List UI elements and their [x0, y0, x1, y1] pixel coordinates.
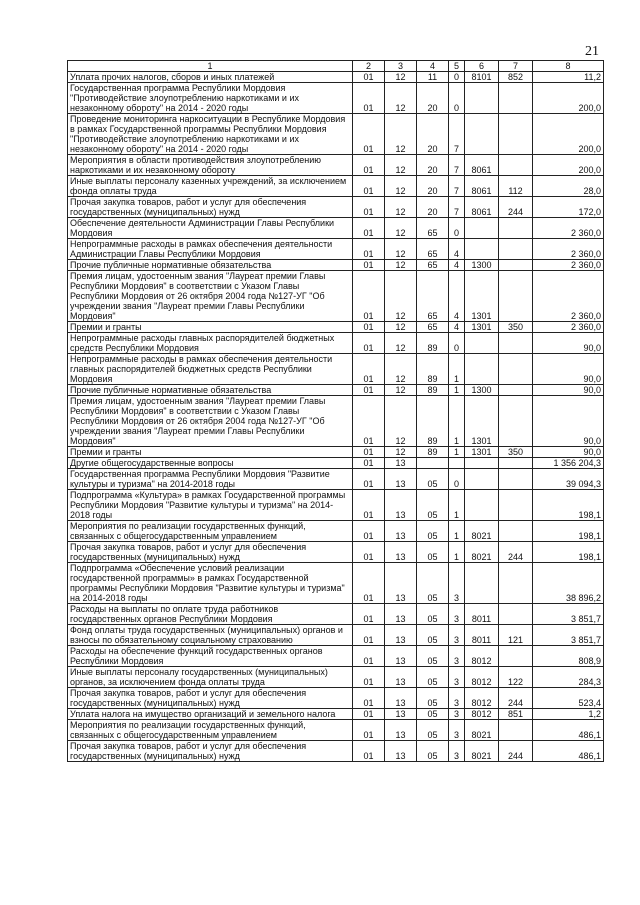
subprogram-code-cell: 0 — [449, 469, 465, 490]
direction-code-cell — [465, 83, 499, 114]
direction-code-cell — [465, 563, 499, 604]
expense-type-cell — [499, 490, 533, 521]
subprogram-code-cell: 4 — [449, 271, 465, 322]
subsection-code-cell: 12 — [385, 83, 417, 114]
direction-code-cell: 1300 — [465, 385, 499, 396]
direction-code-cell — [465, 354, 499, 385]
expense-type-cell — [499, 385, 533, 396]
subsection-code-cell: 12 — [385, 239, 417, 260]
amount-cell: 2 360,0 — [533, 218, 604, 239]
subsection-code-cell: 13 — [385, 563, 417, 604]
subprogram-code-cell: 4 — [449, 239, 465, 260]
section-code-cell: 01 — [353, 646, 385, 667]
item-name-cell: Расходы на выплаты по оплате труда работников государственных органов Республики Мордовия — [68, 604, 353, 625]
program-code-cell: 89 — [417, 385, 449, 396]
amount-cell: 1 356 204,3 — [533, 458, 604, 469]
subprogram-code-cell: 3 — [449, 563, 465, 604]
program-code-cell: 05 — [417, 469, 449, 490]
subprogram-code-cell: 1 — [449, 490, 465, 521]
subsection-code-cell: 12 — [385, 396, 417, 447]
item-name-cell: Прочая закупка товаров, работ и услуг для обеспечения государственных (муниципальных) нужд — [68, 542, 353, 563]
header-cell: 7 — [499, 61, 533, 72]
direction-code-cell: 8061 — [465, 197, 499, 218]
expense-type-cell: 852 — [499, 72, 533, 83]
program-code-cell: 11 — [417, 72, 449, 83]
program-code-cell: 65 — [417, 239, 449, 260]
expense-type-cell — [499, 354, 533, 385]
subprogram-code-cell: 3 — [449, 604, 465, 625]
subsection-code-cell: 12 — [385, 176, 417, 197]
amount-cell: 90,0 — [533, 396, 604, 447]
section-code-cell: 01 — [353, 72, 385, 83]
subprogram-code-cell: 3 — [449, 625, 465, 646]
table-row — [68, 260, 604, 271]
amount-cell: 523,4 — [533, 688, 604, 709]
direction-code-cell: 8011 — [465, 625, 499, 646]
subprogram-code-cell: 3 — [449, 646, 465, 667]
expense-type-cell — [499, 521, 533, 542]
subsection-code-cell: 12 — [385, 72, 417, 83]
subsection-code-cell: 12 — [385, 447, 417, 458]
item-name-cell: Прочая закупка товаров, работ и услуг для обеспечения государственных (муниципальных) нужд — [68, 688, 353, 709]
direction-code-cell: 8012 — [465, 646, 499, 667]
program-code-cell: 89 — [417, 447, 449, 458]
subsection-code-cell: 13 — [385, 688, 417, 709]
section-code-cell: 01 — [353, 239, 385, 260]
section-code-cell: 01 — [353, 625, 385, 646]
subprogram-code-cell: 3 — [449, 720, 465, 741]
amount-cell: 90,0 — [533, 447, 604, 458]
expense-type-cell — [499, 333, 533, 354]
section-code-cell: 01 — [353, 741, 385, 762]
section-code-cell: 01 — [353, 667, 385, 688]
program-code-cell: 05 — [417, 688, 449, 709]
table-row — [68, 72, 604, 83]
table-row — [68, 396, 604, 447]
expense-type-cell — [499, 396, 533, 447]
table-row — [68, 333, 604, 354]
direction-code-cell: 1301 — [465, 447, 499, 458]
expense-type-cell — [499, 114, 533, 155]
subprogram-code-cell: 0 — [449, 72, 465, 83]
item-name-cell: Проведение мониторинга наркоситуации в Республике Мордовия в рамках Государственной программы Республики Мордовия "Противодействие злоупотреблению наркотиками и их незаконному обороту" на 2014 - 2020 годы — [68, 114, 353, 155]
program-code-cell: 05 — [417, 563, 449, 604]
table-row — [68, 709, 604, 720]
expense-type-cell: 244 — [499, 197, 533, 218]
section-code-cell: 01 — [353, 197, 385, 218]
direction-code-cell: 8061 — [465, 176, 499, 197]
direction-code-cell — [465, 218, 499, 239]
subprogram-code-cell: 3 — [449, 709, 465, 720]
section-code-cell: 01 — [353, 688, 385, 709]
section-code-cell: 01 — [353, 563, 385, 604]
subsection-code-cell: 13 — [385, 521, 417, 542]
subsection-code-cell: 13 — [385, 646, 417, 667]
subsection-code-cell: 13 — [385, 458, 417, 469]
section-code-cell: 01 — [353, 354, 385, 385]
table-row — [68, 155, 604, 176]
subprogram-code-cell: 0 — [449, 333, 465, 354]
section-code-cell: 01 — [353, 396, 385, 447]
table-row — [68, 688, 604, 709]
subprogram-code-cell: 1 — [449, 521, 465, 542]
page-number: 21 — [585, 44, 599, 59]
expense-type-cell — [499, 260, 533, 271]
header-cell: 5 — [449, 61, 465, 72]
subprogram-code-cell: 3 — [449, 667, 465, 688]
amount-cell: 1,2 — [533, 709, 604, 720]
table-row — [68, 385, 604, 396]
subsection-code-cell: 13 — [385, 709, 417, 720]
subprogram-code-cell: 3 — [449, 688, 465, 709]
amount-cell: 90,0 — [533, 385, 604, 396]
header-cell: 2 — [353, 61, 385, 72]
program-code-cell: 05 — [417, 646, 449, 667]
header-cell: 3 — [385, 61, 417, 72]
item-name-cell: Прочие публичные нормативные обязательства — [68, 260, 353, 271]
section-code-cell: 01 — [353, 114, 385, 155]
expense-type-cell — [499, 83, 533, 114]
program-code-cell: 20 — [417, 197, 449, 218]
direction-code-cell — [465, 458, 499, 469]
amount-cell: 284,3 — [533, 667, 604, 688]
program-code-cell: 20 — [417, 83, 449, 114]
direction-code-cell: 8101 — [465, 72, 499, 83]
amount-cell: 3 851,7 — [533, 604, 604, 625]
expense-type-cell: 244 — [499, 741, 533, 762]
section-code-cell: 01 — [353, 458, 385, 469]
table-row — [68, 469, 604, 490]
subsection-code-cell: 12 — [385, 385, 417, 396]
program-code-cell: 20 — [417, 155, 449, 176]
amount-cell: 200,0 — [533, 114, 604, 155]
subprogram-code-cell: 1 — [449, 385, 465, 396]
subsection-code-cell: 12 — [385, 218, 417, 239]
item-name-cell: Иные выплаты персоналу казенных учреждений, за исключением фонда оплаты труда — [68, 176, 353, 197]
section-code-cell: 01 — [353, 490, 385, 521]
item-name-cell: Другие общегосударственные вопросы — [68, 458, 353, 469]
direction-code-cell — [465, 333, 499, 354]
table-row — [68, 271, 604, 322]
subprogram-code-cell: 1 — [449, 354, 465, 385]
item-name-cell: Прочая закупка товаров, работ и услуг для обеспечения государственных (муниципальных) нужд — [68, 741, 353, 762]
program-code-cell: 65 — [417, 271, 449, 322]
program-code-cell: 65 — [417, 260, 449, 271]
section-code-cell: 01 — [353, 521, 385, 542]
direction-code-cell — [465, 114, 499, 155]
subprogram-code-cell: 7 — [449, 155, 465, 176]
item-name-cell: Премии и гранты — [68, 322, 353, 333]
program-code-cell: 05 — [417, 625, 449, 646]
amount-cell: 486,1 — [533, 720, 604, 741]
subprogram-code-cell: 1 — [449, 542, 465, 563]
expense-type-cell: 244 — [499, 542, 533, 563]
item-name-cell: Премия лицам, удостоенным звания "Лауреат премии Главы Республики Мордовия" в соответствии с Указом Главы Республики Мордовия от 26 октября 2004 года №127-УГ "Об учреждении звания "Лауреат премии Главы Республики Мордовия" — [68, 271, 353, 322]
section-code-cell: 01 — [353, 83, 385, 114]
amount-cell: 2 360,0 — [533, 239, 604, 260]
amount-cell: 90,0 — [533, 354, 604, 385]
table-row — [68, 447, 604, 458]
expense-type-cell: 350 — [499, 447, 533, 458]
program-code-cell: 89 — [417, 396, 449, 447]
section-code-cell: 01 — [353, 385, 385, 396]
direction-code-cell: 1301 — [465, 271, 499, 322]
table-row — [68, 542, 604, 563]
item-name-cell: Премия лицам, удостоенным звания "Лауреат премии Главы Республики Мордовия" в соответствии с Указом Главы Республики Мордовия от 26 октября 2004 года №127-УГ "Об учреждении звания "Лауреат премии Главы Республики Мордовия" — [68, 396, 353, 447]
section-code-cell: 01 — [353, 333, 385, 354]
expense-type-cell: 244 — [499, 688, 533, 709]
amount-cell: 172,0 — [533, 197, 604, 218]
amount-cell: 39 094,3 — [533, 469, 604, 490]
section-code-cell: 01 — [353, 720, 385, 741]
item-name-cell: Государственная программа Республики Мордовия "Развитие культуры и туризма" на 2014-2018 годы — [68, 469, 353, 490]
table-row — [68, 521, 604, 542]
expense-type-cell: 851 — [499, 709, 533, 720]
table-row — [68, 646, 604, 667]
subsection-code-cell: 13 — [385, 490, 417, 521]
subprogram-code-cell: 7 — [449, 114, 465, 155]
amount-cell: 200,0 — [533, 155, 604, 176]
program-code-cell: 65 — [417, 218, 449, 239]
expense-type-cell — [499, 239, 533, 260]
expense-type-cell: 122 — [499, 667, 533, 688]
amount-cell: 486,1 — [533, 741, 604, 762]
item-name-cell: Уплата налога на имущество организаций и земельного налога — [68, 709, 353, 720]
item-name-cell: Прочие публичные нормативные обязательства — [68, 385, 353, 396]
program-code-cell: 89 — [417, 333, 449, 354]
amount-cell: 2 360,0 — [533, 322, 604, 333]
direction-code-cell: 8021 — [465, 720, 499, 741]
table-row — [68, 604, 604, 625]
subprogram-code-cell: 4 — [449, 322, 465, 333]
subsection-code-cell: 12 — [385, 354, 417, 385]
amount-cell: 11,2 — [533, 72, 604, 83]
direction-code-cell: 8012 — [465, 688, 499, 709]
item-name-cell: Подпрограмма «Обеспечение условий реализации государственной программы» в рамках Государственной программы Республики Мордовия "Развитие культуры и туризма" на 2014-2018 годы — [68, 563, 353, 604]
expense-type-cell — [499, 563, 533, 604]
subsection-code-cell: 13 — [385, 604, 417, 625]
section-code-cell: 01 — [353, 176, 385, 197]
table-row — [68, 563, 604, 604]
subsection-code-cell: 12 — [385, 114, 417, 155]
header-row — [68, 61, 604, 72]
subsection-code-cell: 12 — [385, 333, 417, 354]
expense-type-cell — [499, 646, 533, 667]
table-row — [68, 83, 604, 114]
direction-code-cell: 8021 — [465, 521, 499, 542]
amount-cell: 198,1 — [533, 521, 604, 542]
section-code-cell: 01 — [353, 260, 385, 271]
section-code-cell: 01 — [353, 447, 385, 458]
section-code-cell: 01 — [353, 271, 385, 322]
amount-cell: 2 360,0 — [533, 260, 604, 271]
expense-type-cell — [499, 218, 533, 239]
section-code-cell: 01 — [353, 218, 385, 239]
program-code-cell: 89 — [417, 354, 449, 385]
header-cell: 6 — [465, 61, 499, 72]
expense-type-cell: 121 — [499, 625, 533, 646]
direction-code-cell: 1301 — [465, 396, 499, 447]
program-code-cell: 05 — [417, 667, 449, 688]
item-name-cell: Подпрограмма «Культура» в рамках Государственной программы Республики Мордовия "Развитие культуры и туризма" на 2014-2018 годы — [68, 490, 353, 521]
direction-code-cell — [465, 469, 499, 490]
item-name-cell: Мероприятия по реализации государственных функций, связанных с общегосударственным управлением — [68, 720, 353, 741]
direction-code-cell: 1300 — [465, 260, 499, 271]
table-row — [68, 490, 604, 521]
amount-cell: 28,0 — [533, 176, 604, 197]
table-row — [68, 218, 604, 239]
amount-cell: 2 360,0 — [533, 271, 604, 322]
subprogram-code-cell — [449, 458, 465, 469]
subsection-code-cell: 13 — [385, 667, 417, 688]
subprogram-code-cell: 1 — [449, 447, 465, 458]
table-row — [68, 458, 604, 469]
subsection-code-cell: 12 — [385, 271, 417, 322]
header-cell: 1 — [68, 61, 353, 72]
subprogram-code-cell: 0 — [449, 83, 465, 114]
item-name-cell: Прочая закупка товаров, работ и услуг для обеспечения государственных (муниципальных) нужд — [68, 197, 353, 218]
item-name-cell: Фонд оплаты труда государственных (муниципальных) органов и взносы по обязательному социальному страхованию — [68, 625, 353, 646]
section-code-cell: 01 — [353, 604, 385, 625]
amount-cell: 198,1 — [533, 542, 604, 563]
amount-cell: 198,1 — [533, 490, 604, 521]
table-row — [68, 667, 604, 688]
item-name-cell: Непрограммные расходы в рамках обеспечения деятельности главных распорядителей бюджетных средств Республики Мордовия — [68, 354, 353, 385]
table-row — [68, 239, 604, 260]
table-row — [68, 741, 604, 762]
program-code-cell: 05 — [417, 490, 449, 521]
program-code-cell: 20 — [417, 176, 449, 197]
item-name-cell: Премии и гранты — [68, 447, 353, 458]
expense-type-cell — [499, 458, 533, 469]
amount-cell: 808,9 — [533, 646, 604, 667]
amount-cell: 90,0 — [533, 333, 604, 354]
item-name-cell: Мероприятия в области противодействия злоупотреблению наркотиками и их незаконному обороту — [68, 155, 353, 176]
table-row — [68, 197, 604, 218]
header-cell: 8 — [533, 61, 604, 72]
section-code-cell: 01 — [353, 469, 385, 490]
program-code-cell: 05 — [417, 604, 449, 625]
program-code-cell — [417, 458, 449, 469]
expense-type-cell — [499, 155, 533, 176]
section-code-cell: 01 — [353, 322, 385, 333]
direction-code-cell: 8011 — [465, 604, 499, 625]
subprogram-code-cell: 3 — [449, 741, 465, 762]
subsection-code-cell: 13 — [385, 720, 417, 741]
item-name-cell: Обеспечение деятельности Администрации Главы Республики Мордовия — [68, 218, 353, 239]
direction-code-cell — [465, 239, 499, 260]
direction-code-cell: 8012 — [465, 709, 499, 720]
direction-code-cell: 1301 — [465, 322, 499, 333]
subprogram-code-cell: 0 — [449, 218, 465, 239]
item-name-cell: Иные выплаты персоналу государственных (муниципальных) органов, за исключением фонда оплаты труда — [68, 667, 353, 688]
subsection-code-cell: 13 — [385, 542, 417, 563]
table-row — [68, 625, 604, 646]
program-code-cell: 65 — [417, 322, 449, 333]
amount-cell: 38 896,2 — [533, 563, 604, 604]
budget-table — [67, 60, 604, 762]
program-code-cell: 05 — [417, 741, 449, 762]
subprogram-code-cell: 1 — [449, 396, 465, 447]
direction-code-cell: 8061 — [465, 155, 499, 176]
subprogram-code-cell: 4 — [449, 260, 465, 271]
program-code-cell: 05 — [417, 542, 449, 563]
expense-type-cell: 112 — [499, 176, 533, 197]
table-row — [68, 720, 604, 741]
subsection-code-cell: 13 — [385, 741, 417, 762]
item-name-cell: Уплата прочих налогов, сборов и иных платежей — [68, 72, 353, 83]
subsection-code-cell: 13 — [385, 625, 417, 646]
subprogram-code-cell: 7 — [449, 176, 465, 197]
subsection-code-cell: 13 — [385, 469, 417, 490]
item-name-cell: Государственная программа Республики Мордовия "Противодействие злоупотреблению наркотиками и их незаконному обороту" на 2014 - 2020 годы — [68, 83, 353, 114]
header-cell: 4 — [417, 61, 449, 72]
subsection-code-cell: 12 — [385, 155, 417, 176]
program-code-cell: 05 — [417, 521, 449, 542]
expense-type-cell — [499, 271, 533, 322]
amount-cell: 200,0 — [533, 83, 604, 114]
item-name-cell: Непрограммные расходы в рамках обеспечения деятельности Администрации Главы Республики Мордовия — [68, 239, 353, 260]
table-row — [68, 322, 604, 333]
table-row — [68, 114, 604, 155]
expense-type-cell: 350 — [499, 322, 533, 333]
item-name-cell: Мероприятия по реализации государственных функций, связанных с общегосударственным управлением — [68, 521, 353, 542]
direction-code-cell: 8021 — [465, 542, 499, 563]
subsection-code-cell: 12 — [385, 260, 417, 271]
section-code-cell: 01 — [353, 709, 385, 720]
subsection-code-cell: 12 — [385, 197, 417, 218]
expense-type-cell — [499, 469, 533, 490]
expense-type-cell — [499, 720, 533, 741]
program-code-cell: 05 — [417, 709, 449, 720]
amount-cell: 3 851,7 — [533, 625, 604, 646]
table-row — [68, 176, 604, 197]
program-code-cell: 05 — [417, 720, 449, 741]
item-name-cell: Непрограммные расходы главных распорядителей бюджетных средств Республики Мордовия — [68, 333, 353, 354]
direction-code-cell — [465, 490, 499, 521]
section-code-cell: 01 — [353, 542, 385, 563]
subprogram-code-cell: 7 — [449, 197, 465, 218]
program-code-cell: 20 — [417, 114, 449, 155]
direction-code-cell: 8021 — [465, 741, 499, 762]
expense-type-cell — [499, 604, 533, 625]
subsection-code-cell: 12 — [385, 322, 417, 333]
direction-code-cell: 8012 — [465, 667, 499, 688]
table-row — [68, 354, 604, 385]
item-name-cell: Расходы на обеспечение функций государственных органов Республики Мордовия — [68, 646, 353, 667]
section-code-cell: 01 — [353, 155, 385, 176]
